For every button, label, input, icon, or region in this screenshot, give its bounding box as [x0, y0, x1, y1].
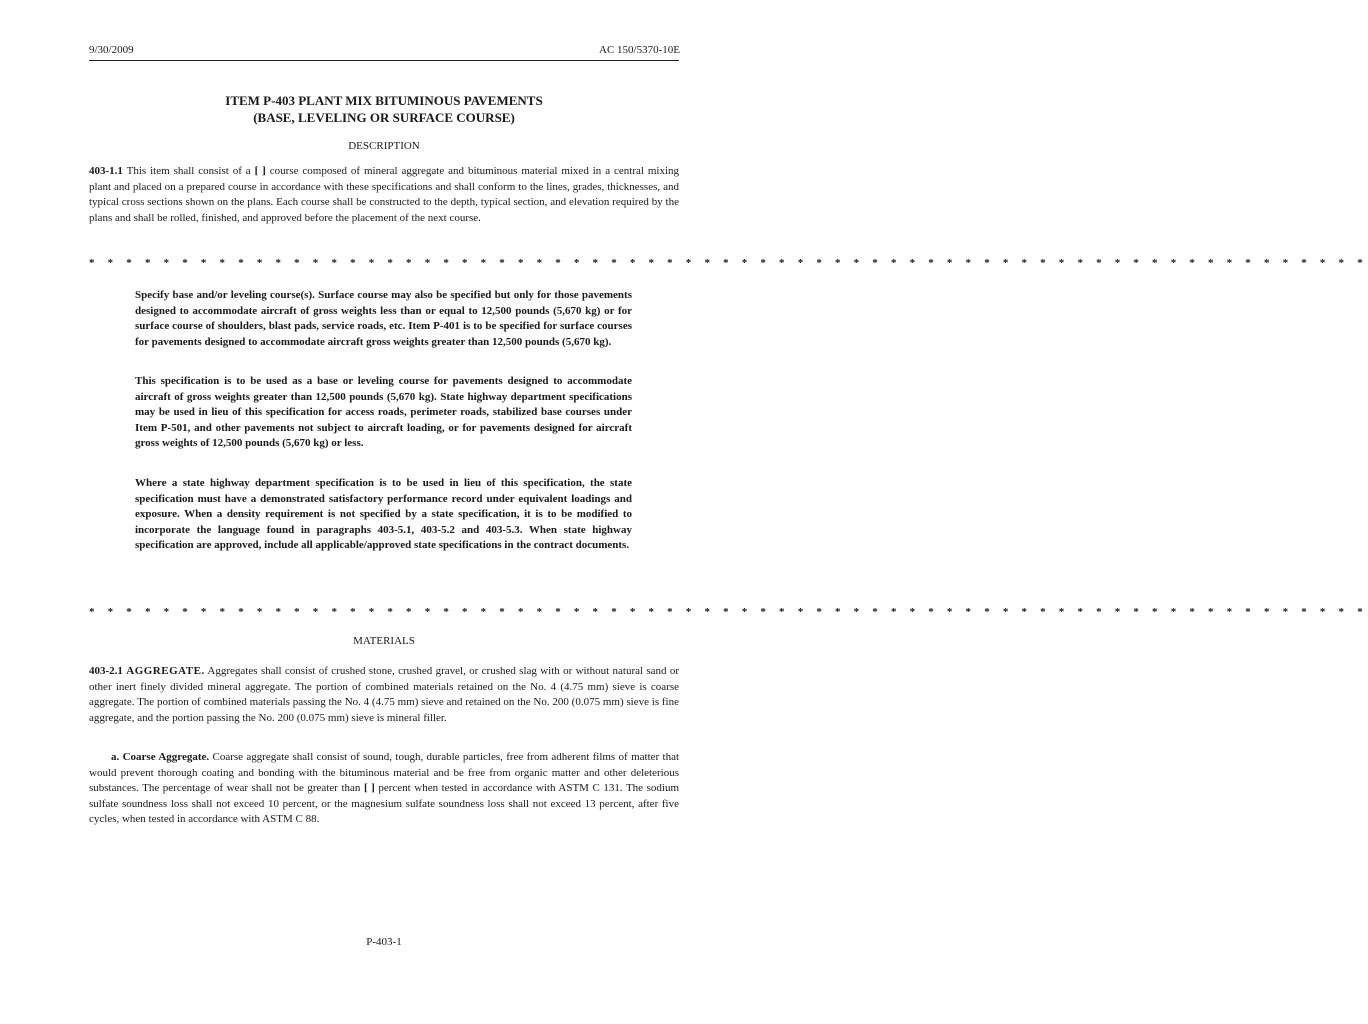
note-paragraph: Specify base and/or leveling course(s). Surface course may also be specified but only for those pavements designed to accommodate aircraft of gross weights less than or equal to 12,500 pounds (5,670 kg) or for surface course of shoulders, blast pads, service roads, etc. Item P-401 is to be specified for surface courses for pavements designed to accommodate aircraft gross weights greater than 12,500 pounds (5,670 kg). — [135, 289, 632, 348]
paragraph-403-1-1 — [89, 164, 679, 226]
paragraph-text: percent when tested in accordance with ASTM C 131. The sodium sulfate soundness loss shall not exceed 10 percent, or the magnesium sulfate soundness loss shall not exceed 13 percent, after five cycles, when tested in accordance with ASTM C 88. — [89, 782, 679, 825]
paragraph-text: This item shall consist of a — [122, 165, 255, 177]
page-title-line2: (BASE, LEVELING OR SURFACE COURSE) — [253, 110, 515, 125]
paragraph-number: 403-1.1 — [89, 165, 123, 177]
blank-field: [ ] — [254, 165, 266, 177]
note-paragraph: Where a state highway department specification is to be used in lieu of this specification, the state specification must have a demonstrated satisfactory performance record under equivalent loadings and exposure. When a density requirement is not specified by a state specification, it is to be modified to incorporate the language found in paragraphs 403-5.1, 403-5.2 and 403-5.3. When state highway specification are approved, include all applicable/approved state specifications in the contract documents. — [135, 477, 632, 552]
section-heading-description: DESCRIPTION — [348, 140, 420, 152]
paragraph-text: Aggregates shall consist of crushed stone, crushed gravel, or crushed slag with or without natural sand or other inert finely divided mineral aggregate. The portion of combined materials retained on the No. 4 (4.75 mm) sieve is coarse aggregate. The portion of combined materials passing the No. 4 (4.75 mm) sieve and retained on the No. 200 (0.075 mm) sieve is fine aggregate, and the portion passing the No. 200 (0.075 mm) sieve is mineral filler. — [89, 665, 680, 724]
separator-bottom: * * * * * * * * * * * * * * * * * * * * * * * * * * * * * * * * * * * * * * * * * * * * * * * * * * * * * * * * * * * * * * * * * * * * * — [89, 606, 1368, 618]
subparagraph-label: a. Coarse Aggregate. — [111, 751, 210, 763]
page-number: P-403-1 — [366, 936, 402, 948]
header-date: 9/30/2009 — [89, 44, 134, 56]
page-title-line1: ITEM P-403 PLANT MIX BITUMINOUS PAVEMENTS — [225, 93, 543, 108]
paragraph-text: course composed of mineral aggregate and bituminous material mixed in a central mixing plant and placed on a prepared course in accordance with these specifications and shall conform to the lines, grades, thicknesses, and typical cross sections shown on the plans. Each course shall be constructed to the depth, typical section, and elevation required by the plans and shall be rolled, finished, and approved before the placement of the next course. — [89, 165, 680, 224]
paragraph-number: 403-2.1 — [89, 665, 123, 677]
paragraph-text: Coarse aggregate shall consist of sound, tough, durable particles, free from adherent films of matter that would prevent thorough coating and bonding with the bituminous material and be free from organic matter and other deleterious substances. The percentage of wear shall not be greater than — [89, 751, 680, 794]
blank-field: [ ] — [363, 782, 375, 794]
header-rule — [89, 60, 679, 61]
paragraph-coarse-aggregate — [89, 750, 679, 828]
header-doc-id: AC 150/5370-10E — [599, 44, 680, 56]
note-paragraph: This specification is to be used as a base or leveling course for pavements designed to accommodate aircraft of gross weights greater than 12,500 pounds (5,670 kg). State highway department specifications may be used in lieu of this specification for access roads, perimeter roads, stabilized base courses under Item P-501, and other pavements not subject to aircraft loading, or for pavements designed for aircraft gross weights of 12,500 pounds (5,670 kg) or less. — [135, 375, 632, 450]
section-heading-materials: MATERIALS — [353, 635, 415, 647]
paragraph-403-2-1 — [89, 664, 679, 726]
separator-top: * * * * * * * * * * * * * * * * * * * * * * * * * * * * * * * * * * * * * * * * * * * * * * * * * * * * * * * * * * * * * * * * * * * * * — [89, 257, 1368, 269]
paragraph-title: AGGREGATE. — [126, 665, 205, 677]
